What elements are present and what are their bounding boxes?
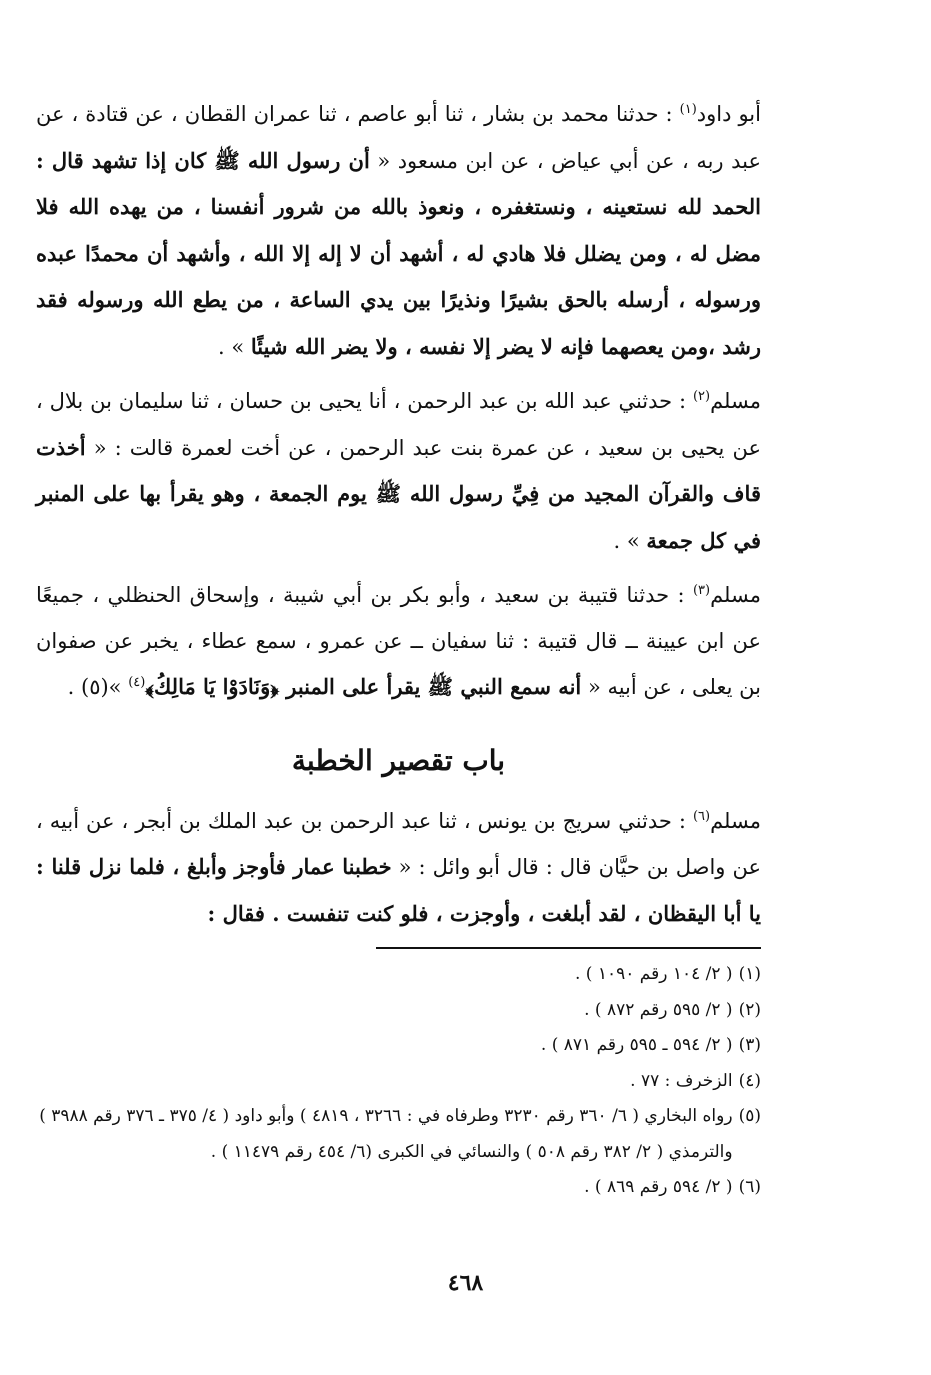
hadith-text: أخذت قاف والقرآن المجيد من فِيِّ رسول الله ﷺ يوم الجمعة ، وهو يقرأ بها على المنبر في كل جمعة — [36, 434, 761, 553]
footnote-number: (٤) — [738, 1070, 761, 1091]
footnote-number: (٥) — [738, 1106, 761, 1126]
page-number: ٤٦٨ — [447, 1270, 484, 1296]
closing-mark: »(٥) . — [67, 675, 122, 699]
footnote-text: ( ٢/ ٥٩٤ ـ ٥٩٥ رقم ٨٧١ ) . — [540, 1035, 733, 1055]
footnote-divider — [376, 947, 761, 949]
hadith-paragraph-4 — [36, 799, 761, 938]
isnad-text: : حدثنا محمد بن بشار ، ثنا أبو عاصم ، ثنا عمران القطان ، عن قتادة ، عن عبد ربه ، عن أبي عياض ، عن ابن مسعود « — [36, 102, 761, 173]
footnote-number: (٣) — [738, 1035, 761, 1055]
isnad-text: : حدثني عبد الله بن عبد الرحمن ، أنا يحيى بن حسان ، ثنا سليمان بن بلال ، عن يحيى بن سعيد ، عن عمرة بنت عبد الرحمن ، عن أخت لعمرة قالت : « — [36, 389, 761, 460]
closing-mark: » . — [613, 528, 640, 553]
source-name: مسلم — [710, 583, 761, 607]
hadith-paragraph-2 — [36, 379, 761, 564]
footnote-text: ( ٢/ ٥٩٥ رقم ٨٧٢ ) . — [584, 999, 733, 1020]
footnote-1 — [36, 957, 761, 993]
footnote-ref: (٤) — [128, 675, 146, 690]
footnote-2 — [36, 993, 761, 1029]
hadith-text: أن رسول الله ﷺ كان إذا تشهد قال : الحمد لله نستعينه ، ونستغفره ، ونعوذ بالله من شرور أنفسنا ، من يهده الله فلا مضل له ، ومن يضلل فلا هادي له ، أشهد أن لا إله إلا الله ، وأشهد أن محمدًا عبده ورسوله ، أرسله بالحق بشيرًا ونذيرًا بين يدي الساعة ، من يطع الله ورسوله فقد رشد ،ومن يعصهما فإنه لا يضر إلا نفسه ، ولا يضر الله شيئًا — [36, 147, 761, 359]
source-name: مسلم — [710, 389, 761, 413]
source-name: أبو داود — [696, 102, 761, 126]
footnotes — [36, 957, 761, 1206]
closing-mark: » . — [217, 334, 245, 359]
footnote-text: ( ٢/ ٥٩٤ رقم ٨٦٩ ) . — [584, 1177, 733, 1197]
footnote-number: (٢) — [738, 999, 761, 1020]
footnote-ref: (٢) — [692, 389, 711, 404]
footnote-text: رواه البخاري ( ٦/ ٣٦٠ رقم ٣٢٣٠ وطرفاه في : ٣٢٦٦ ، ٤٨١٩ ) وأبو داود ( ٤/ ٣٧٥ ـ ٣٧٦ رقم ٣٩٨٨ ) والترمذي ( ٢/ ٣٨٢ رقم ٥٠٨ ) والنسائي في الكبرى (٦/ ٤٥٤ رقم ١١٤٧٩ ) . — [39, 1106, 733, 1162]
footnote-ref: (٦) — [692, 808, 711, 824]
hadith-paragraph-3 — [36, 573, 761, 711]
isnad-text: : حدثنا قتيبة بن سعيد ، وأبو بكر بن أبي شيبة ، وإسحاق الحنظلي ، جميعًا عن ابن عيينة ــ قال قتيبة : ثنا سفيان ــ عن عمرو ، سمع عطاء ، يخبر عن صفوان بن يعلى ، عن أبيه « — [36, 583, 761, 699]
hadith-paragraph-1 — [36, 92, 761, 370]
footnote-ref: (١) — [679, 102, 697, 117]
footnote-text: ( ٢/ ١٠٤ رقم ١٠٩٠ ) . — [575, 964, 733, 984]
footnote-number: (٦) — [738, 1177, 761, 1197]
isnad-text: : حدثني سريج بن يونس ، ثنا عبد الرحمن بن عبد الملك بن أبجر ، عن أبيه ، عن واصل بن حيَّان قال : قال أبو وائل : « — [36, 808, 761, 879]
footnote-4 — [36, 1064, 761, 1100]
footnote-text: الزخرف : ٧٧ . — [630, 1070, 733, 1091]
footnote-5 — [36, 1099, 761, 1170]
footnote-3 — [36, 1028, 761, 1064]
footnote-number: (١) — [738, 964, 761, 984]
source-name: مسلم — [710, 808, 761, 833]
hadith-text: أنه سمع النبي ﷺ يقرأ على المنبر ﴿وَنَادَوْا يَا مَالِكُ﴾ — [145, 674, 582, 699]
chapter-heading: باب تقصير الخطبة — [291, 743, 506, 777]
hadith-text: خطبنا عمار فأوجز وأبلغ ، فلما نزل قلنا : يا أبا اليقظان ، لقد أبلغت ، وأوجزت ، فلو كنت تنفست . فقال : — [36, 854, 761, 926]
footnote-6 — [36, 1170, 761, 1206]
footnote-ref: (٣) — [692, 583, 711, 598]
